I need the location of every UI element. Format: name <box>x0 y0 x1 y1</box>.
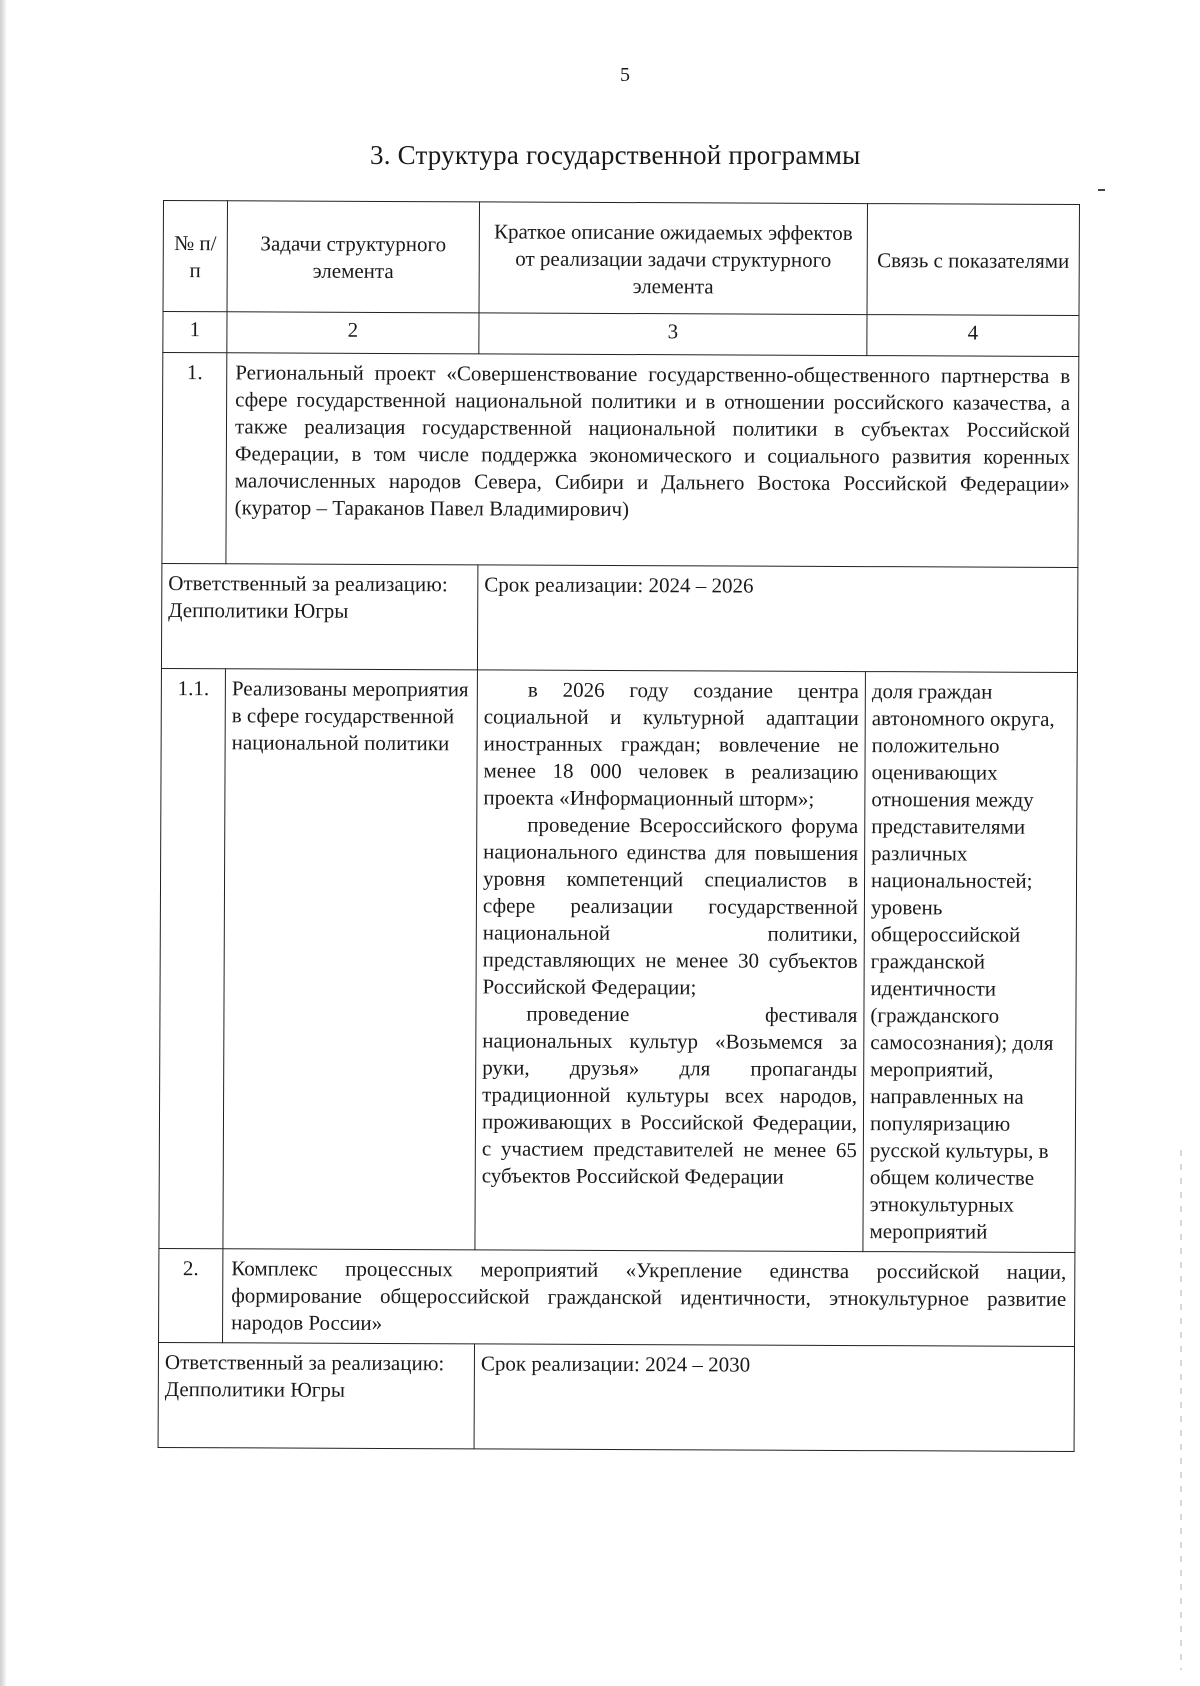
page-number: 5 <box>620 64 630 86</box>
program-structure-table <box>158 200 1079 1452</box>
effect-item-1: в 2026 году создание центра социальной и культурной адаптации иностранных граждан; вовлечение не менее 18 000 человек в реализацию проекта «Информационный шторм»; <box>483 677 859 811</box>
col-number-1: 1 <box>163 312 227 353</box>
section-1-text: Региональный проект «Совершенствование государственно-общественного партнерства в сфере государственной национальной политики и в отношении российского казачества, а также реализация государственной национальной политики в субъектах Российской Федерации, в том числе поддержка экономического и социального развития коренных малочисленных народов Севера, Сибири и Дальнего Востока Российской Федерации» (куратор – Тараканов Павел Владимирович) <box>226 353 1079 568</box>
column-number-row <box>163 312 1079 357</box>
row-1-1 <box>159 668 1078 1252</box>
effect-item-3: проведение фестиваля национальных культур «Возьмемся за руки, друзья» для пропаганды традиционной культуры всех народов, проживающих в Российской Федерации, с участием представителей не менее 65 субъектов Российской Федерации <box>481 1001 858 1189</box>
section-2-num: 2. <box>159 1248 223 1342</box>
row-1-1-effects <box>475 670 866 1252</box>
section-2-meta-row <box>158 1342 1074 1451</box>
row-1-1-indicators: доля граждан автономного округа, положительно оценивающих отношения между представителями различных национальностей; уровень общероссийской гражданской идентичности (гражданского самосознания); доля мероприятий, направленных на популяризацию русской культуры, в общем количестве этнокультурных мероприятий <box>863 672 1078 1253</box>
header-num: № п/п <box>163 201 227 312</box>
section-1-row <box>162 353 1079 568</box>
scan-edge-left <box>0 0 6 1686</box>
section-2-responsible: Ответственный за реализацию: Депполитики Югры <box>158 1342 474 1448</box>
section-2-row <box>159 1248 1075 1346</box>
section-1-meta-row <box>161 563 1077 672</box>
row-1-1-num: 1.1. <box>159 668 226 1248</box>
header-effects: Краткое описание ожидаемых эффектов от реализации задачи структурного элемента <box>479 202 867 315</box>
section-1-responsible: Ответственный за реализацию: Депполитики Югры <box>161 563 477 669</box>
col-number-3: 3 <box>479 313 867 356</box>
col-number-2: 2 <box>227 312 479 354</box>
header-indicators: Связь с показателями <box>867 204 1079 316</box>
section-2-term: Срок реализации: 2024 – 2030 <box>474 1344 1074 1452</box>
effect-item-2: проведение Всероссийского форума национального единства для повышения уровня компетенций специалистов в сфере реализации государственной национальной политики, представляющих не менее 30 субъектов Российской Федерации; <box>482 812 859 1000</box>
section-1-num: 1. <box>162 353 227 564</box>
col-number-4: 4 <box>867 315 1079 357</box>
header-row <box>163 201 1079 316</box>
section-title: 3. Структура государственной программы <box>370 140 861 170</box>
section-1-term: Срок реализации: 2024 – 2026 <box>477 565 1077 673</box>
header-tasks: Задачи структурного элемента <box>227 201 479 313</box>
section-2-text: Комплекс процессных мероприятий «Укрепление единства российской нации, формирование общероссийской гражданской идентичности, этнокультурное развитие народов России» <box>223 1249 1075 1347</box>
scan-edge-right <box>1180 1150 1182 1670</box>
row-1-1-task: Реализованы мероприятия в сфере государственной национальной политики <box>223 669 478 1250</box>
margin-mark <box>1098 189 1105 191</box>
